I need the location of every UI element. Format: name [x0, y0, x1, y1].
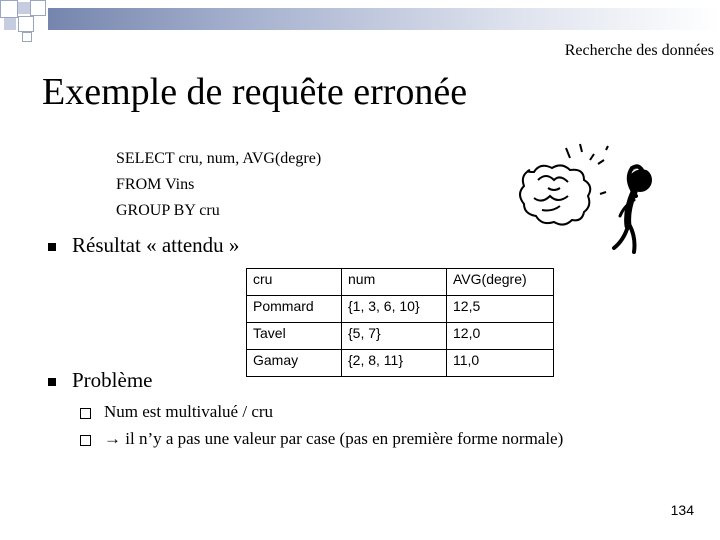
bullet-text: Problème [72, 368, 153, 392]
decor-square [18, 16, 34, 32]
table-cell: Gamay [247, 350, 342, 377]
table-cell: Tavel [247, 323, 342, 350]
sql-line: FROM Vins [116, 176, 195, 193]
table-cell: 11,0 [447, 350, 554, 377]
decor-square [30, 0, 46, 16]
table-cell: Pommard [247, 296, 342, 323]
sub-bullet-marker [80, 435, 91, 446]
table-cell: {1, 3, 6, 10} [342, 296, 447, 323]
slide-title: Exemple de requête erronée [42, 71, 468, 113]
table-row [247, 350, 554, 377]
decor-square [0, 0, 18, 18]
sql-line: SELECT cru, num, AVG(degre) [116, 150, 322, 167]
sub-bullet-marker [80, 408, 91, 419]
arrow-right-icon: → [104, 429, 121, 448]
confused-stick-figure-icon [512, 140, 672, 260]
table-header-cell: AVG(degre) [447, 269, 554, 296]
table-row [247, 323, 554, 350]
table-cell: {2, 8, 11} [342, 350, 447, 377]
table-cell: {5, 7} [342, 323, 447, 350]
sub-bullet-text: il n’y a pas une valeur par case (pas en première forme normale) [121, 429, 564, 448]
page-number: 134 [670, 502, 694, 518]
header-band [48, 8, 720, 30]
table-header-cell: cru [247, 269, 342, 296]
bullet-text: Résultat « attendu » [72, 233, 240, 257]
table-cell: 12,5 [447, 296, 554, 323]
table-cell: 12,0 [447, 323, 554, 350]
table-row [247, 296, 554, 323]
decor-square [18, 2, 30, 14]
bullet-marker [48, 378, 56, 386]
sub-bullet-text: Num est multivalué / cru [104, 402, 274, 421]
bullet-marker [48, 243, 56, 251]
sql-line: GROUP BY cru [116, 202, 220, 219]
sub-bullet-line [104, 429, 563, 449]
section-label: Recherche des données [564, 42, 714, 59]
result-table [246, 268, 554, 377]
table-header-row [247, 269, 554, 296]
decor-square [4, 18, 16, 30]
decor-square [22, 32, 32, 42]
table-header-cell: num [342, 269, 447, 296]
